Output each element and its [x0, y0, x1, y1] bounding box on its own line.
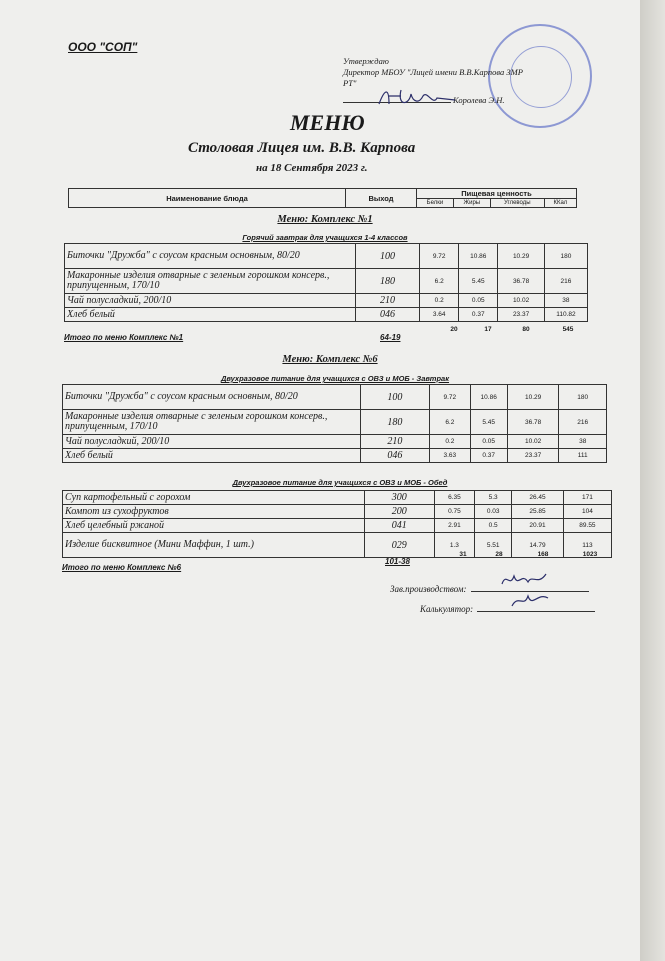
footer-signatures [498, 568, 558, 610]
col-nutrition: Пищевая ценность [417, 189, 577, 199]
cell-f: 5.3 [475, 491, 512, 505]
cell-k: 171 [563, 491, 611, 505]
complex6-title: Меню: Комплекс №6 [282, 354, 378, 365]
cell-k: 104 [563, 505, 611, 519]
cell-out: 046 [360, 449, 430, 463]
cell-k: 38 [544, 294, 587, 308]
cell-f: 5.45 [459, 269, 498, 294]
table-row [63, 410, 607, 435]
cell-c: 20.91 [512, 519, 564, 533]
cell-c: 36.78 [507, 410, 559, 435]
cell-k: 180 [544, 244, 587, 269]
col-output: Выход [346, 189, 417, 208]
cell-c: 23.37 [498, 308, 544, 322]
cell-c: 23.37 [507, 449, 559, 463]
col-name: Наименование блюда [69, 189, 346, 208]
cell-p: 1.3 [434, 533, 475, 558]
cell-k: 216 [544, 269, 587, 294]
menu-sheet: ООО "СОП" Утверждаю Директор МБОУ "Лицей имени В.В.Карпова ЗМР РТ" Королева Э.Н. МЕНЮ Столовая Лицея им. В.В. Карпова на 18 Сентября 2023 г. Наименование блюда Выход Пищевая ценность Белки Жиры Углеводы ККал Меню: Комплекс №1 Горячий завтрак для учащихся 1-4 классов Биточки "Дружба" с соусом красным основным, 80/20 100 9.72 10.86 10.29 180 Макаронные изделия отварные с зеленым горошком консерв., припущенным, 170/10 180 6.2 5.45 36.78 216 Чай полусладкий, 200/10 210 0.2 0.05 10.02 38 Хлеб белый 046 3.64 0.37 23.37 110.82 Итого по меню Комплекс №1 64-19 20 17 80 545 Меню: Комплекс №6 Двухразовое питание для учащихся с ОВЗ и МОБ - Завтрак Биточки "Дружба" с соусом красным основным, 80/20 100 9.72 10.86 10.29 180 Макаронные изделия отварные с зеленым горошком консерв., припущенным, 170/10 180 6.2 5.45 36.78 216 Чай полусладкий, 200/10 210 0.2 0.05 10.02 38 Хлеб белый 046 3.63 0.37 23.37 111 Двухразовое питание для учащихся с ОВЗ и МОБ - Обед Суп картофельный с горохом 300 6.35 5.3 26.45 171 Компот из сухофруктов 200 0.75 0.03 25.85 104 Хлеб целебный ржаной 041 2.91 0.5 20.91 89.55 Изделие бисквитное (Мини Маффин, 1 шт.) 029 1.3 5.51 14.79 113 Итого по меню Комплекс №6 101-38 31 28 168 1023 Зав.производством: Калькулятор: [0, 0, 640, 961]
cell-name: Макаронные изделия отварные с зеленым горошком консерв., припущенным, 170/10 [63, 410, 361, 435]
complex1-total-price: 64-19 [380, 333, 401, 342]
canteen-name: Столовая Лицея им. В.В. Карпова [188, 140, 416, 156]
director-signature [375, 86, 465, 110]
cell-c: 10.29 [498, 244, 544, 269]
cell-p: 6.2 [430, 410, 470, 435]
cell-name: Хлеб белый [65, 308, 356, 322]
cell-k: 180 [559, 385, 607, 410]
cell-p: 3.63 [430, 449, 470, 463]
cell-name: Изделие бисквитное (Мини Маффин, 1 шт.) [63, 533, 365, 558]
cell-f: 0.05 [459, 294, 498, 308]
cell-c: 25.85 [512, 505, 564, 519]
complex1-meal: Горячий завтрак для учащихся 1-4 классов [242, 233, 408, 242]
complex1-total-label: Итого по меню Комплекс №1 [64, 333, 184, 342]
complex6-meal-breakfast: Двухразовое питание для учащихся с ОВЗ и МОБ - Завтрак [220, 374, 450, 383]
cell-p: 3.64 [420, 308, 459, 322]
cell-k: 113 [563, 533, 611, 558]
cell-out: 200 [364, 505, 434, 519]
menu-date: на 18 Сентября 2023 г. [256, 162, 368, 174]
cell-name: Чай полусладкий, 200/10 [63, 435, 361, 449]
table-row [63, 449, 607, 463]
table-row [65, 294, 588, 308]
cell-out: 180 [355, 269, 420, 294]
cell-f: 10.86 [459, 244, 498, 269]
cell-name: Биточки "Дружба" с соусом красным основным, 80/20 [63, 385, 361, 410]
complex6-lunch-table [62, 490, 612, 558]
complex6-meal-lunch: Двухразовое питание для учащихся с ОВЗ и МОБ - Обед [232, 478, 448, 487]
cell-name: Хлеб белый [63, 449, 361, 463]
production-manager: Зав.производством: [390, 584, 589, 594]
cell-k: 89.55 [563, 519, 611, 533]
cell-f: 0.37 [470, 449, 507, 463]
complex6-total-label: Итого по меню Комплекс №6 [62, 563, 182, 572]
table-row [63, 385, 607, 410]
complex6-total-price: 101-38 [385, 557, 410, 566]
cell-p: 0.75 [434, 505, 475, 519]
cell-out: 100 [355, 244, 420, 269]
table-row [65, 244, 588, 269]
cell-k: 216 [559, 410, 607, 435]
complex1-table [64, 243, 588, 322]
cell-p: 2.91 [434, 519, 475, 533]
cell-out: 210 [355, 294, 420, 308]
cell-name: Биточки "Дружба" с соусом красным основным, 80/20 [65, 244, 356, 269]
cell-c: 14.79 [512, 533, 564, 558]
table-row [63, 519, 612, 533]
complex1-title: Меню: Комплекс №1 [277, 214, 373, 225]
page-edge [640, 0, 665, 961]
cell-f: 0.37 [459, 308, 498, 322]
page-title: МЕНЮ [290, 110, 365, 135]
cell-out: 300 [364, 491, 434, 505]
cell-out: 180 [360, 410, 430, 435]
cell-f: 0.5 [475, 519, 512, 533]
cell-p: 9.72 [430, 385, 470, 410]
organization-name: ООО "СОП" [68, 40, 138, 54]
column-header: Наименование блюда Выход Пищевая ценность Белки Жиры Углеводы ККал [68, 188, 577, 208]
cell-out: 041 [364, 519, 434, 533]
cell-name: Хлеб целебный ржаной [63, 519, 365, 533]
cell-out: 046 [355, 308, 420, 322]
cell-c: 10.29 [507, 385, 559, 410]
table-row [63, 491, 612, 505]
table-row [63, 435, 607, 449]
cell-out: 100 [360, 385, 430, 410]
cell-name: Суп картофельный с горохом [63, 491, 365, 505]
cell-k: 110.82 [544, 308, 587, 322]
cell-f: 0.05 [470, 435, 507, 449]
cell-out: 029 [364, 533, 434, 558]
cell-k: 111 [559, 449, 607, 463]
approval-block: Утверждаю Директор МБОУ "Лицей имени В.В.Карпова ЗМР РТ" Королева Э.Н. [343, 56, 523, 105]
complex6-breakfast-table [62, 384, 607, 463]
calculator: Калькулятор: [420, 604, 595, 614]
cell-p: 6.35 [434, 491, 475, 505]
cell-p: 6.2 [420, 269, 459, 294]
table-row [65, 269, 588, 294]
table-row [65, 308, 588, 322]
cell-p: 0.2 [430, 435, 470, 449]
cell-c: 10.02 [507, 435, 559, 449]
cell-name: Компот из сухофруктов [63, 505, 365, 519]
cell-out: 210 [360, 435, 430, 449]
cell-f: 0.03 [475, 505, 512, 519]
cell-f: 5.45 [470, 410, 507, 435]
signer-name: Королева Э.Н. [453, 95, 505, 105]
cell-f: 5.51 [475, 533, 512, 558]
cell-name: Макаронные изделия отварные с зеленым горошком консерв., припущенным, 170/10 [65, 269, 356, 294]
cell-p: 9.72 [420, 244, 459, 269]
cell-c: 10.02 [498, 294, 544, 308]
cell-name: Чай полусладкий, 200/10 [65, 294, 356, 308]
cell-f: 10.86 [470, 385, 507, 410]
cell-c: 26.45 [512, 491, 564, 505]
cell-k: 38 [559, 435, 607, 449]
table-row [63, 505, 612, 519]
cell-p: 0.2 [420, 294, 459, 308]
cell-c: 36.78 [498, 269, 544, 294]
